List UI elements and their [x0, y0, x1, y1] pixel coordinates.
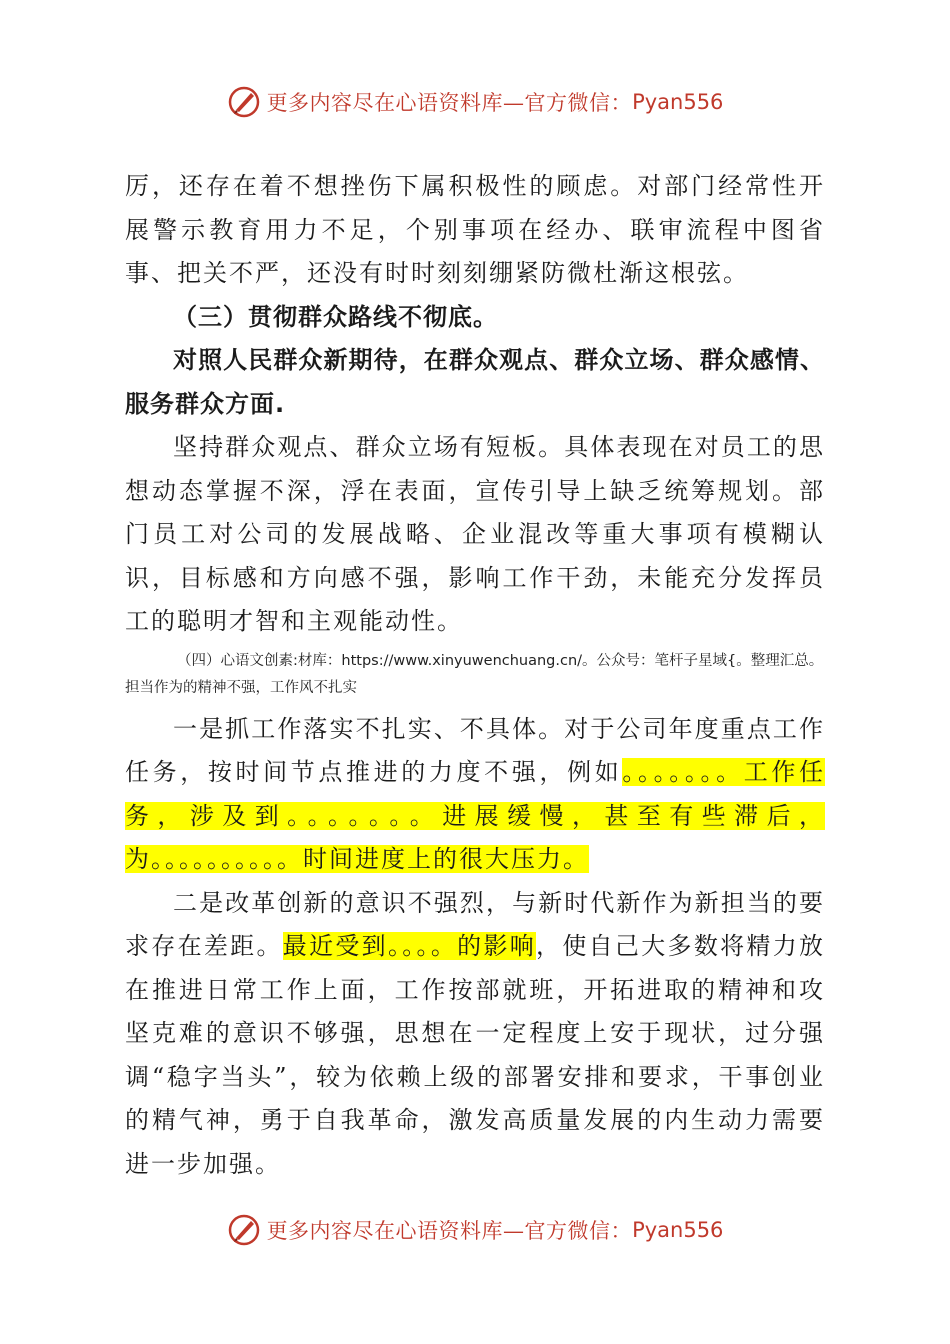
paragraph-mass-viewpoint: 坚持群众观点、群众立场有短板。具体表现在对员工的思想动态掌握不深，浮在表面，宣传引导上缺乏统筹规划。部门员工对公司的发展战略、企业混改等重大事项有模糊认识，目标感和方向感不强，影响工作干劲，未能充分发挥员工的聪明才智和主观能动性。: [125, 433, 825, 635]
point-one-text: 一是抓工作落实不扎实、不具体。对于公司年度重点工作任务，按时间节点推进的力度不强，例如: [125, 714, 825, 786]
footer-banner: [0, 1210, 950, 1250]
header-banner: [0, 82, 950, 122]
bold-paragraph: 对照人民群众新期待，在群众观点、群众立场、群众感情、服务群众方面.: [125, 346, 825, 418]
point-two-text-b: ，使自己大多数将精力放在推进日常工作上面，工作按部就班，开拓进取的精神和攻坚克难的意识不够强，思想在一定程度上安于现状，过分强调“稳字当头”，较为依赖上级的部署安排和要求，干事创业的精气神，勇于自我革命，激发高质量发展的内生动力需要进一步加强。: [125, 932, 826, 1178]
paragraph-point-one: [125, 708, 825, 882]
pen-logo-icon: [227, 85, 261, 119]
banner-handle: Pyan556: [632, 90, 724, 114]
point-two-highlight: 最近受到。。。。的影响: [282, 932, 537, 960]
paragraph-point-two: [125, 882, 825, 1187]
paragraph-continued: 厉，还存在着不想挫伤下属积极性的顾虑。对部门经常性开展警示教育用力不足，个别事项在经办、联审流程中图省事、把关不严，还没有时时刻刻绷紧防微杜渐这根弦。: [125, 172, 825, 287]
banner-text: 更多内容尽在心语资料库—官方微信：: [266, 1219, 633, 1243]
source-note-heading-4: （四）心语文创素:材库：https://www.xinyuwenchuang.cn/。公众号：笔杆子星域{。整理汇总。担当作为的精神不强，工作风不扎实: [125, 652, 824, 696]
document-body: [125, 165, 825, 1186]
point-one-highlight: 。。。。。。。工作任务，涉及到。。。。。。。进展缓慢，甚至有些滞后，为。。。。。。。。。。时间进度上的很大压力。: [125, 758, 826, 873]
point-two-text-a: 二是改革创新的意识不强烈，与新时代新作为新担当的要求存在差距。: [125, 888, 825, 960]
banner-text: 更多内容尽在心语资料库—官方微信：: [266, 91, 633, 115]
pen-logo-icon: [227, 1213, 261, 1247]
banner-handle: Pyan556: [632, 1218, 724, 1242]
section-heading-3: （三）贯彻群众路线不彻底。: [173, 302, 498, 331]
